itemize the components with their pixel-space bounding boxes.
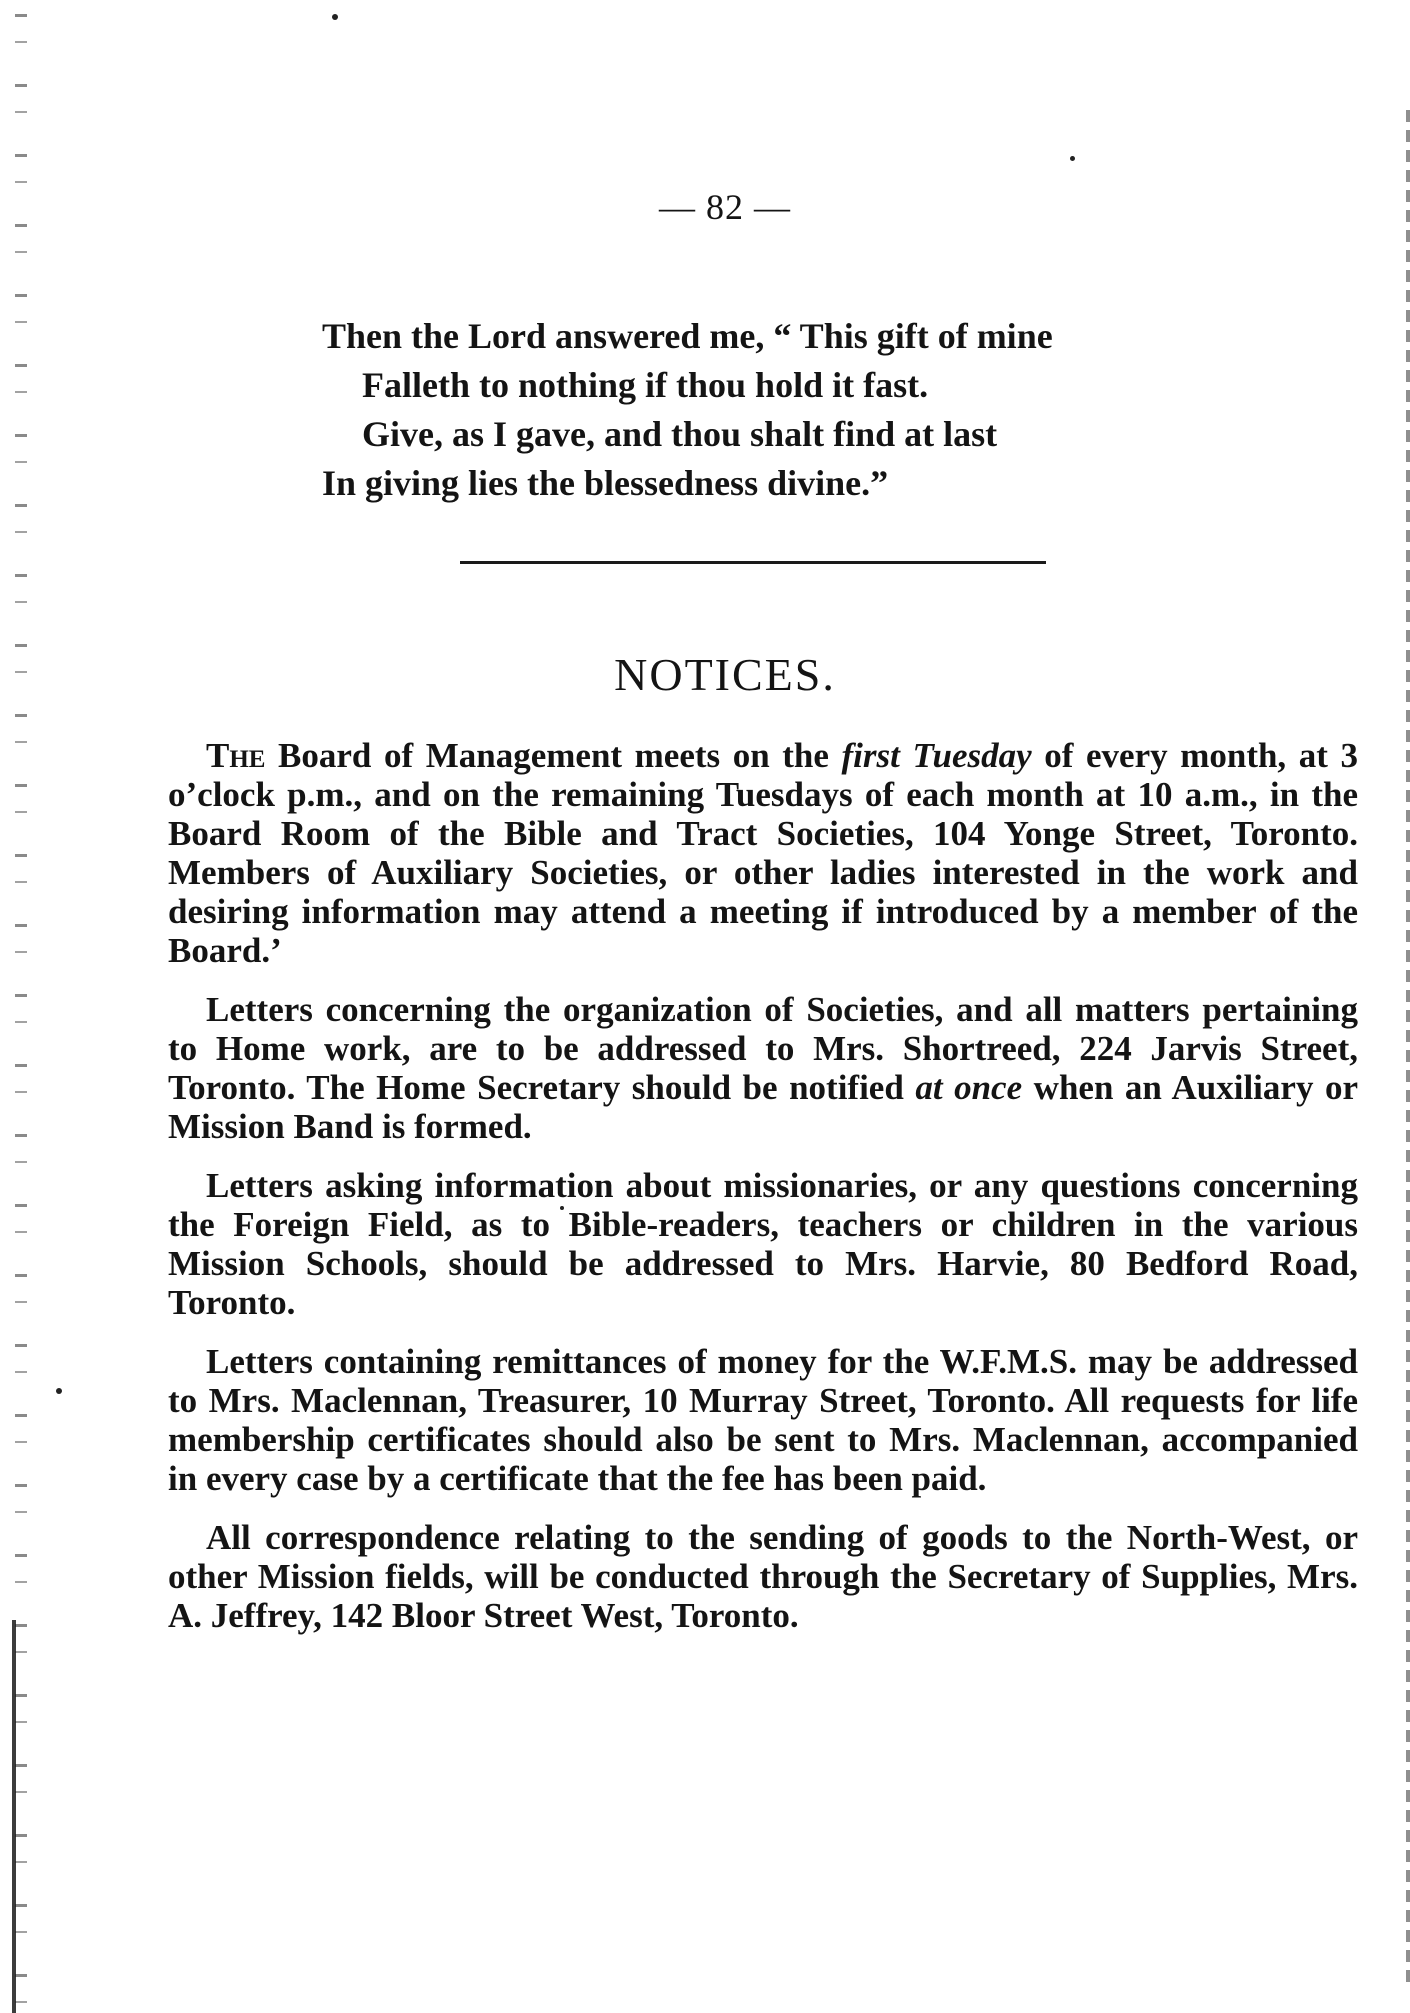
left-margin-scan-line xyxy=(12,1620,16,2013)
poem-stanza xyxy=(322,312,1053,508)
poem-line: Falleth to nothing if thou hold it fast. xyxy=(362,365,929,405)
notice-paragraph-remittances: Letters containing remittances of money for the W.F.M.S. may be addressed to Mrs. Maclennan, Treasurer, 10 Murray Street, Toronto. All requests for life membership certificates should also be sent to Mrs. Maclennan, accompanied in every case by a certificate that the fee has been paid. xyxy=(168,1342,1358,1498)
poem-line: In giving lies the blessedness divine.” xyxy=(322,463,889,503)
notice-paragraph-board-meetings xyxy=(168,736,1358,970)
left-margin-scan-noise xyxy=(6,0,36,2013)
notices-body xyxy=(168,736,1358,1655)
ink-speck xyxy=(332,14,338,20)
right-margin-scan-noise xyxy=(1406,110,1410,1990)
notice-paragraph-supplies: All correspondence relating to the sending of goods to the North-West, or other Mission fields, will be conducted through the Secretary of Supplies, Mrs. A. Jeffrey, 142 Bloor Street West, Toronto. xyxy=(168,1518,1358,1635)
paragraph-text: of every month, at 3 o’clock p.m., and on the remaining Tuesdays of each month at 10 a.m., in the Board Room of the Bible and Tract Societies, 104 Yonge Street, Toronto. Members of Auxiliary Societies, or other ladies interested in the work and desiring information may attend a meeting if introduced by a member of the Board.’ xyxy=(168,736,1359,970)
section-divider-rule xyxy=(460,561,1046,564)
paragraph-text: Letters concerning the organization of Societies, and all matters pertaining to Home work, are to be addressed to Mrs. Shortreed, 224 Jarvis Street, Toronto. The Home Secretary should be notified xyxy=(168,990,1358,1107)
ink-speck xyxy=(1070,156,1075,161)
notice-paragraph-foreign-field: Letters asking information about missionaries, or any questions concerning the Foreign Field, as to Bible-readers, teachers or children in the various Mission Schools, should be addressed to Mrs. Harvie, 80 Bedford Road, Toronto. xyxy=(168,1166,1358,1322)
notice-paragraph-home-work xyxy=(168,990,1358,1146)
poem-line: Then the Lord answered me, “ This gift of mine xyxy=(322,316,1053,356)
page-number: — 82 — xyxy=(659,187,791,227)
ink-speck xyxy=(56,1388,62,1394)
emphasized-text: first Tuesday xyxy=(841,736,1032,775)
poem-line: Give, as I gave, and thou shalt find at last xyxy=(362,414,998,454)
emphasized-text: at once xyxy=(915,1068,1023,1107)
notices-heading: NOTICES. xyxy=(614,649,836,700)
paragraph-text: when an Auxiliary or Mission Band is formed. xyxy=(168,1068,1358,1146)
lead-word: The xyxy=(206,736,266,775)
paragraph-text: Board of Management meets on the xyxy=(265,736,842,775)
